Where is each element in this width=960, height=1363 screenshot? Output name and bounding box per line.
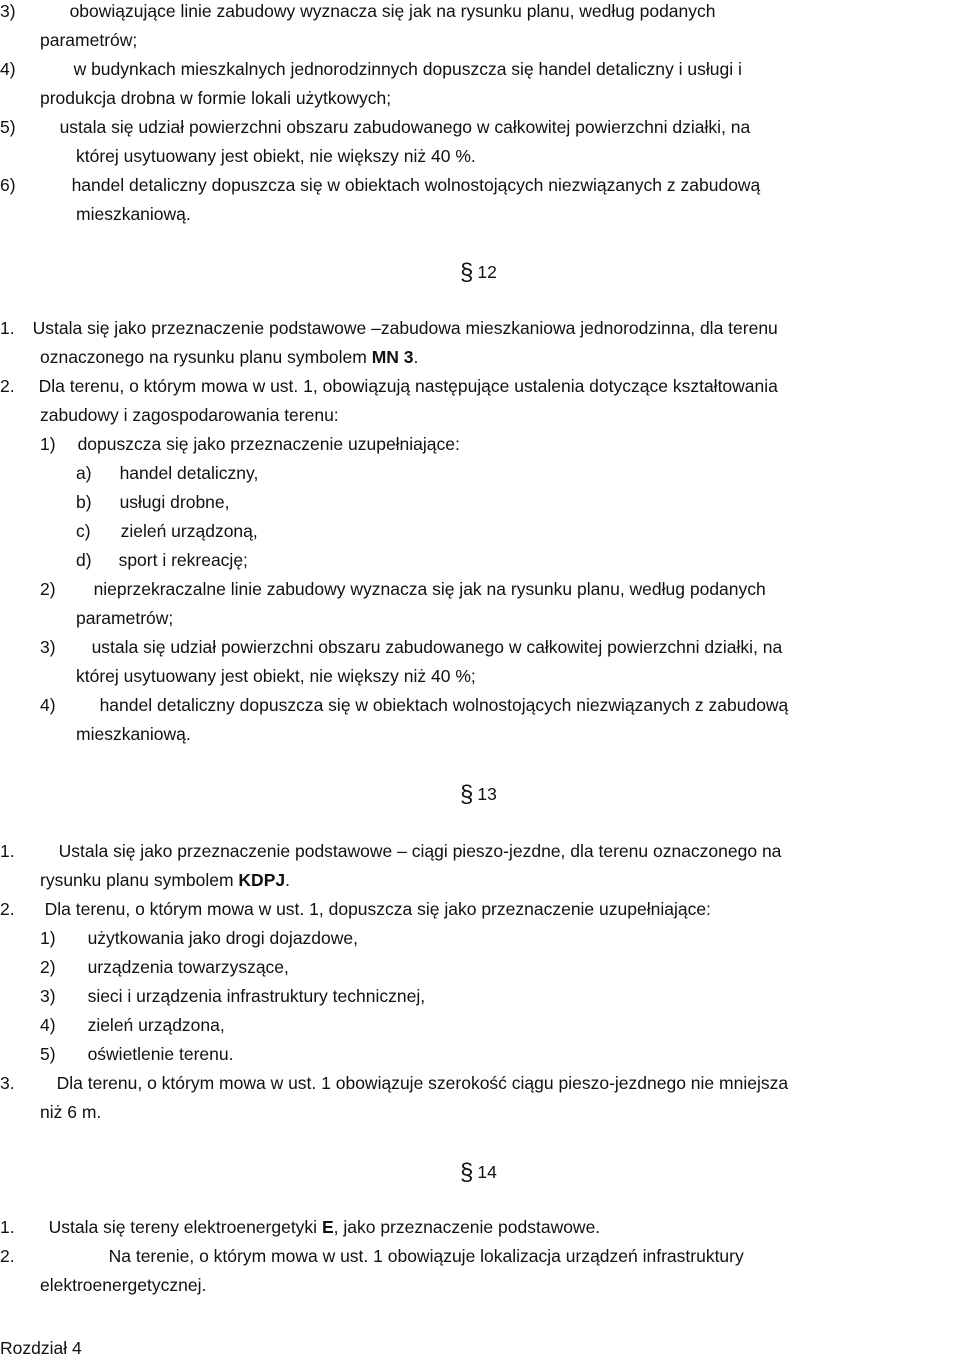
section-13-heading: § 13 [460,781,497,808]
s14-p2-line2: elektroenergetycznej. [40,1275,207,1295]
item-6-line2: mieszkaniową. [76,204,191,224]
section-14-heading: § 14 [460,1159,497,1186]
item-6-line1: 6) handel detaliczny dopuszcza się w obiektach wolnostojących niezwiązanych z zabudową [0,175,761,195]
s12-item-1: 1) dopuszcza się jako przeznaczenie uzupełniające: [40,434,460,454]
s13-item-2: 2) urządzenia towarzyszące, [40,957,289,977]
symbol-mn3: MN 3 [371,347,414,367]
s13-p1-line2: rysunku planu symbolem KDPJ. [40,870,290,890]
s12-p1-line1: 1. Ustala się jako przeznaczenie podstawowe –zabudowa mieszkaniowa jednorodzinna, dla terenu [0,318,778,338]
s12-sub-a: a) handel detaliczny, [76,463,259,483]
item-5-line1: 5) ustala się udział powierzchni obszaru zabudowanego w całkowitej powierzchni działki, na [0,117,751,137]
s12-item-3-line2: której usytuowany jest obiekt, nie większy niż 40 %; [76,666,476,686]
s13-item-4: 4) zieleń urządzona, [40,1015,225,1035]
s13-item-3: 3) sieci i urządzenia infrastruktury technicznej, [40,986,426,1006]
s13-item-1: 1) użytkowania jako drogi dojazdowe, [40,928,359,948]
s13-p3-line1: 3. Dla terenu, o którym mowa w ust. 1 obowiązuje szerokość ciągu pieszo-jezdnego nie mniejsza [0,1073,789,1093]
section-symbol: § [460,1159,474,1186]
s13-p3-line2: niż 6 m. [40,1102,102,1122]
section-symbol: § [460,781,474,808]
item-4-line2: produkcja drobna w formie lokali użytkowych; [40,88,392,108]
item-4-line1: 4) w budynkach mieszkalnych jednorodzinnych dopuszcza się handel detaliczny i usługi i [0,59,742,79]
s12-p2-line2: zabudowy i zagospodarowania terenu: [40,405,339,425]
symbol-e: E [321,1217,334,1237]
s12-p1-line2: oznaczonego na rysunku planu symbolem MN 3. [40,347,419,367]
section-symbol: § [460,259,474,286]
item-3-line2: parametrów; [40,30,138,50]
symbol-kdpj: KDPJ [238,870,286,890]
s12-p2-line1: 2. Dla terenu, o którym mowa w ust. 1, obowiązują następujące ustalenia dotyczące kształtowania [0,376,778,396]
s12-item-4-line2: mieszkaniową. [76,724,191,744]
item-3-line1: 3) obowiązujące linie zabudowy wyznacza się jak na rysunku planu, według podanych [0,1,716,21]
s14-p2-line1: 2. Na terenie, o którym mowa w ust. 1 obowiązuje lokalizacja urządzeń infrastruktury [0,1246,744,1266]
s12-item-4-line1: 4) handel detaliczny dopuszcza się w obiektach wolnostojących niezwiązanych z zabudową [40,695,789,715]
s12-item-3-line1: 3) ustala się udział powierzchni obszaru zabudowanego w całkowitej powierzchni działki, na [40,637,783,657]
s12-sub-d: d) sport i rekreację; [76,550,248,570]
s12-item-2-line1: 2) nieprzekraczalne linie zabudowy wyznacza się jak na rysunku planu, według podanych [40,579,766,599]
s12-sub-c: c) zieleń urządzoną, [76,521,258,541]
item-5-line2: której usytuowany jest obiekt, nie większy niż 40 %. [76,146,476,166]
s13-item-5: 5) oświetlenie terenu. [40,1044,234,1064]
s12-sub-b: b) usługi drobne, [76,492,230,512]
s13-p1-line1: 1. Ustala się jako przeznaczenie podstawowe – ciągi pieszo-jezdne, dla terenu oznaczonego na [0,841,782,861]
chapter-heading: Rozdział 4 [0,1338,82,1358]
s14-p1: 1. Ustala się tereny elektroenergetyki E, jako przeznaczenie podstawowe. [0,1217,601,1237]
s13-p2: 2. Dla terenu, o którym mowa w ust. 1, dopuszcza się jako przeznaczenie uzupełniające: [0,899,711,919]
section-12-heading: § 12 [460,259,497,286]
s12-item-2-line2: parametrów; [76,608,174,628]
